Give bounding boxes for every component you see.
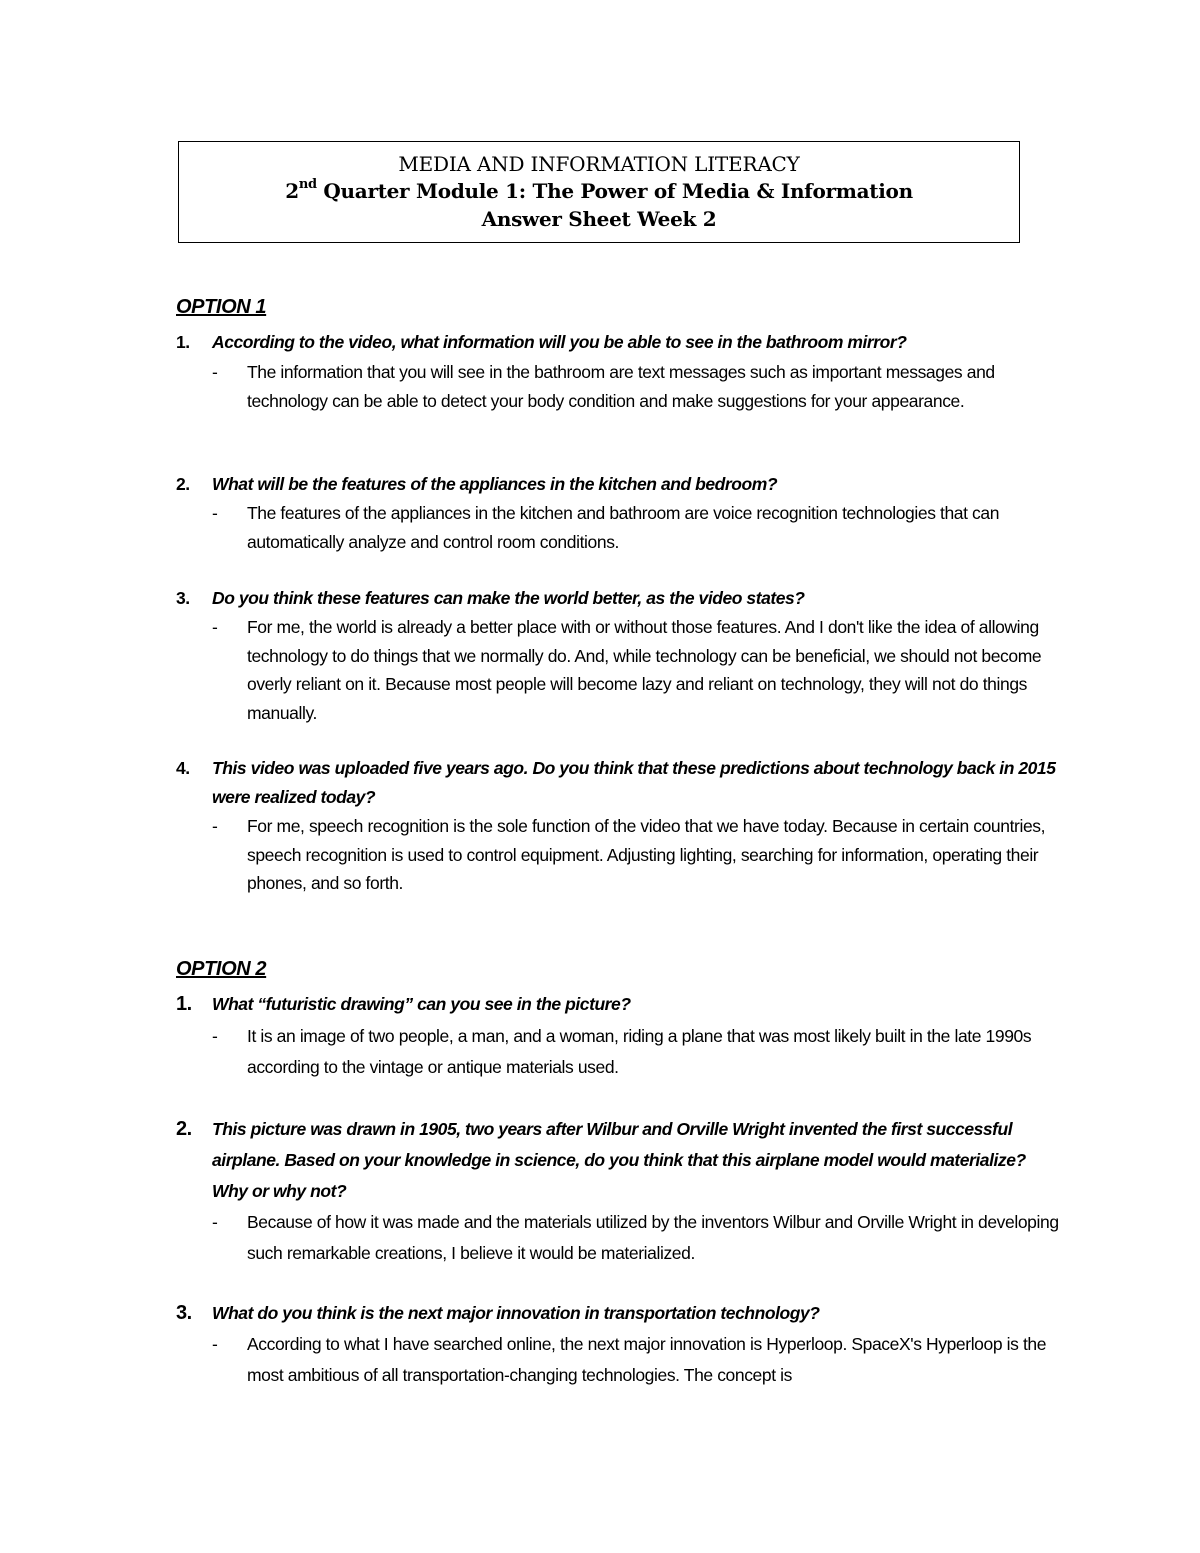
quarter-ordinal: nd [298,177,317,193]
option-2-question-3 [176,1298,1056,1329]
option-1-question-4 [176,754,1056,812]
answer-text: Because of how it was made and the materials utilized by the inventors Wilbur and Orville Wright in developing such remarkable creations, I believe it would be materialized. [247,1212,1059,1263]
option-2-answer-1 [212,1021,1062,1083]
answer-dash: - [212,1212,218,1232]
option-1-question-1 [176,328,1056,357]
module-title [179,179,1019,203]
answer-text: The information that you will see in the bathroom are text messages such as important messages and technology can be able to detect your body condition and make suggestions for your appearance. [247,362,995,411]
answer-text: According to what I have searched online, the next major innovation is Hyperloop. SpaceX's Hyperloop is the most ambitious of all transportation-changing technologies. The concept is [247,1334,1047,1385]
question-number: 1. [176,332,190,352]
question-number: 4. [176,758,190,778]
quarter-number: 2 [285,179,299,203]
option-1-answer-2 [212,499,1062,556]
question-text: This picture was drawn in 1905, two years after Wilbur and Orville Wright invented the first successful airplane. Based on your knowledge in science, do you think that this airplane model would materialize? Why or why not? [212,1119,1026,1201]
option-1-answer-4 [212,812,1062,898]
option-2-question-1 [176,989,1056,1020]
question-text: According to the video, what information will you be able to see in the bathroom mirror? [212,332,907,352]
question-text: Do you think these features can make the world better, as the video states? [212,588,805,608]
answer-dash: - [212,362,218,382]
question-text: This video was uploaded five years ago. Do you think that these predictions about technology back in 2015 were realized today? [212,758,1056,807]
answer-dash: - [212,1026,218,1046]
subject-title: MEDIA AND INFORMATION LITERACY [398,152,800,176]
question-number: 3. [176,588,190,608]
answer-dash: - [212,816,218,836]
option-1-answer-1 [212,358,1062,415]
answer-text: The features of the appliances in the kitchen and bathroom are voice recognition technologies that can automatically analyze and control room conditions. [247,503,1000,552]
option-2-question-2 [176,1114,1056,1207]
answer-text: It is an image of two people, a man, and a woman, riding a plane that was most likely built in the late 1990s according to the vintage or antique materials used. [247,1026,1032,1077]
question-number: 2. [176,474,190,494]
question-text: What “futuristic drawing” can you see in the picture? [212,994,631,1014]
answer-dash: - [212,617,218,637]
question-text: What do you think is the next major innovation in transportation technology? [212,1303,820,1323]
answer-text: For me, the world is already a better place with or without those features. And I don't like the idea of allowing technology to do things that we normally do. And, while technology can be beneficial, we should not become overly reliant on it. Because most people will become lazy and reliant on technology, they will not do things manually. [247,617,1042,723]
question-number: 3. [176,1302,192,1324]
option-1-answer-3 [212,613,1062,727]
answer-dash: - [212,503,218,523]
option-1-question-3 [176,584,1056,613]
title-box [178,141,1020,243]
option-2-answer-2 [212,1207,1062,1269]
question-number: 2. [176,1118,192,1140]
option-1-question-2 [176,470,1056,499]
answer-sheet-title: Answer Sheet Week 2 [481,207,717,231]
option-1-heading: OPTION 1 [176,296,267,318]
option-2-answer-3 [212,1329,1062,1391]
answer-dash: - [212,1334,218,1354]
module-name: Quarter Module 1: The Power of Media & Information [316,179,913,203]
answer-text: For me, speech recognition is the sole function of the video that we have today. Because in certain countries, speech recognition is used to control equipment. Adjusting lighting, searching for information, operating their phones, and so forth. [247,816,1046,893]
option-2-heading: OPTION 2 [176,958,267,980]
question-number: 1. [176,993,192,1015]
question-text: What will be the features of the appliances in the kitchen and bedroom? [212,474,778,494]
